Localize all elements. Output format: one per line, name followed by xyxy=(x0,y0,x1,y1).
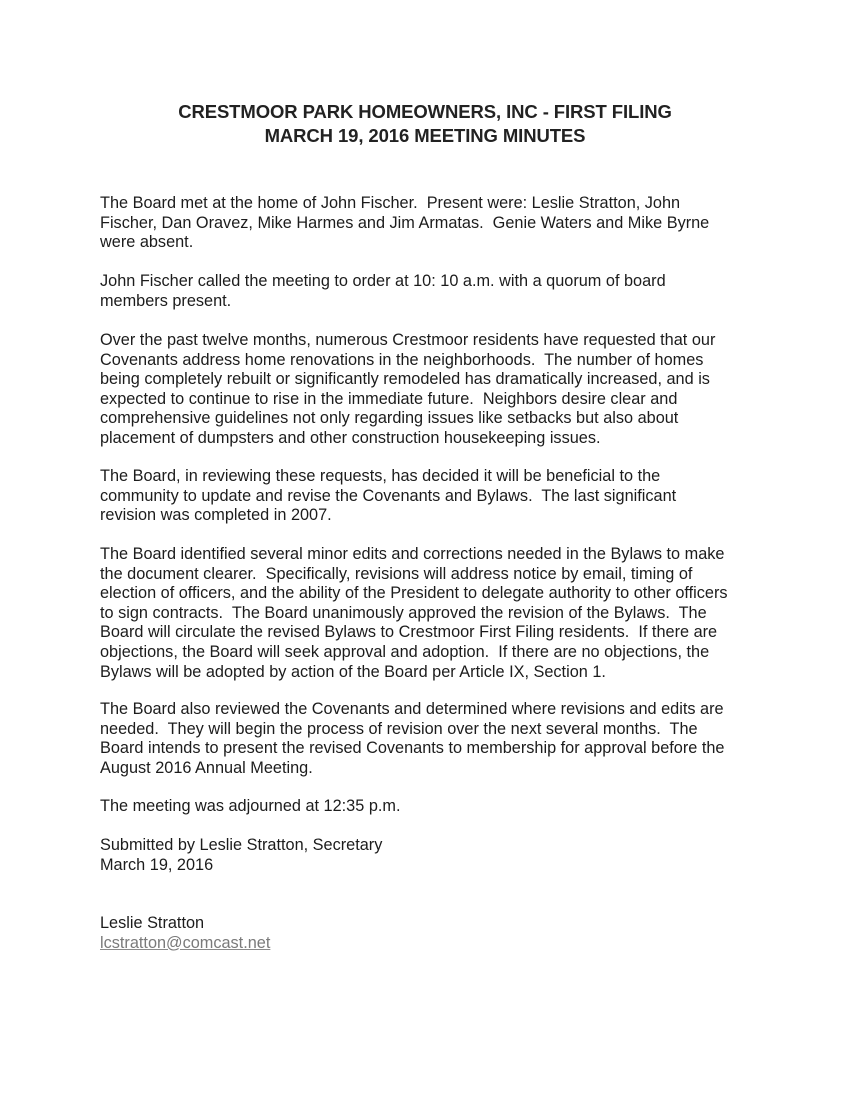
text-line: community to update and revise the Covenants and Bylaws. The last significant xyxy=(100,486,677,505)
document-title-line-2: MARCH 19, 2016 MEETING MINUTES xyxy=(264,125,586,146)
text-line: Over the past twelve months, numerous Crestmoor residents have requested that our xyxy=(100,331,716,349)
text-line: The Board also reviewed the Covenants and determined where revisions and edits are xyxy=(100,700,724,718)
submission-block xyxy=(100,836,780,875)
paragraph-renovation-requests xyxy=(100,331,780,449)
text-line: revision was completed in 2007. xyxy=(100,506,332,525)
paragraph-bylaws-revision xyxy=(100,545,780,682)
text-line: objections, the Board will seek approval and adoption. If there are no objections, the xyxy=(100,642,710,661)
text-line: August 2016 Annual Meeting. xyxy=(100,758,313,777)
text-line: were absent. xyxy=(100,233,194,252)
text-line: members present. xyxy=(100,291,232,310)
signature-name: Leslie Stratton xyxy=(100,914,205,932)
text-line: The Board, in reviewing these requests, has decided it will be beneficial to the xyxy=(100,467,661,485)
text-line: Covenants address home renovations in the neighborhoods. The number of homes xyxy=(100,350,704,369)
paragraph-call-to-order xyxy=(100,272,780,311)
document-title-line-1: CRESTMOOR PARK HOMEOWNERS, INC - FIRST FILING xyxy=(178,101,672,122)
paragraph-board-decision xyxy=(100,467,780,526)
signature-block xyxy=(100,914,780,953)
text-line: the document clearer. Specifically, revisions will address notice by email, timing of xyxy=(100,564,693,583)
text-line: The meeting was adjourned at 12:35 p.m. xyxy=(100,797,401,815)
paragraph-adjournment xyxy=(100,797,780,817)
signature-email-link[interactable]: lcstratton@comcast.net xyxy=(100,933,271,952)
paragraph-covenants-review xyxy=(100,700,780,778)
submitted-by: Submitted by Leslie Stratton, Secretary xyxy=(100,836,383,854)
paragraph-attendance xyxy=(100,194,780,253)
text-line: being completely rebuilt or significantly remodeled has dramatically increased, and is xyxy=(100,370,710,389)
text-line: The Board met at the home of John Fischer. Present were: Leslie Stratton, John xyxy=(100,194,681,212)
text-line: comprehensive guidelines not only regarding issues like setbacks but also about xyxy=(100,409,679,428)
text-line: Board intends to present the revised Covenants to membership for approval before the xyxy=(100,739,725,758)
text-line: Bylaws will be adopted by action of the Board per Article IX, Section 1. xyxy=(100,662,606,681)
text-line: placement of dumpsters and other construction housekeeping issues. xyxy=(100,428,601,447)
text-line: John Fischer called the meeting to order at 10: 10 a.m. with a quorum of board xyxy=(100,272,666,290)
text-line: Board will circulate the revised Bylaws to Crestmoor First Filing residents. If there are xyxy=(100,623,718,642)
submitted-date: March 19, 2016 xyxy=(100,855,214,874)
text-line: expected to continue to rise in the immediate future. Neighbors desire clear and xyxy=(100,389,678,408)
text-line: The Board identified several minor edits and corrections needed in the Bylaws to make xyxy=(100,545,725,563)
text-line: Fischer, Dan Oravez, Mike Harmes and Jim Armatas. Genie Waters and Mike Byrne xyxy=(100,213,710,232)
text-line: election of officers, and the ability of the President to delegate authority to other officers xyxy=(100,584,728,603)
text-line: needed. They will begin the process of revision over the next several months. The xyxy=(100,719,698,738)
text-line: to sign contracts. The Board unanimously approved the revision of the Bylaws. The xyxy=(100,603,707,622)
